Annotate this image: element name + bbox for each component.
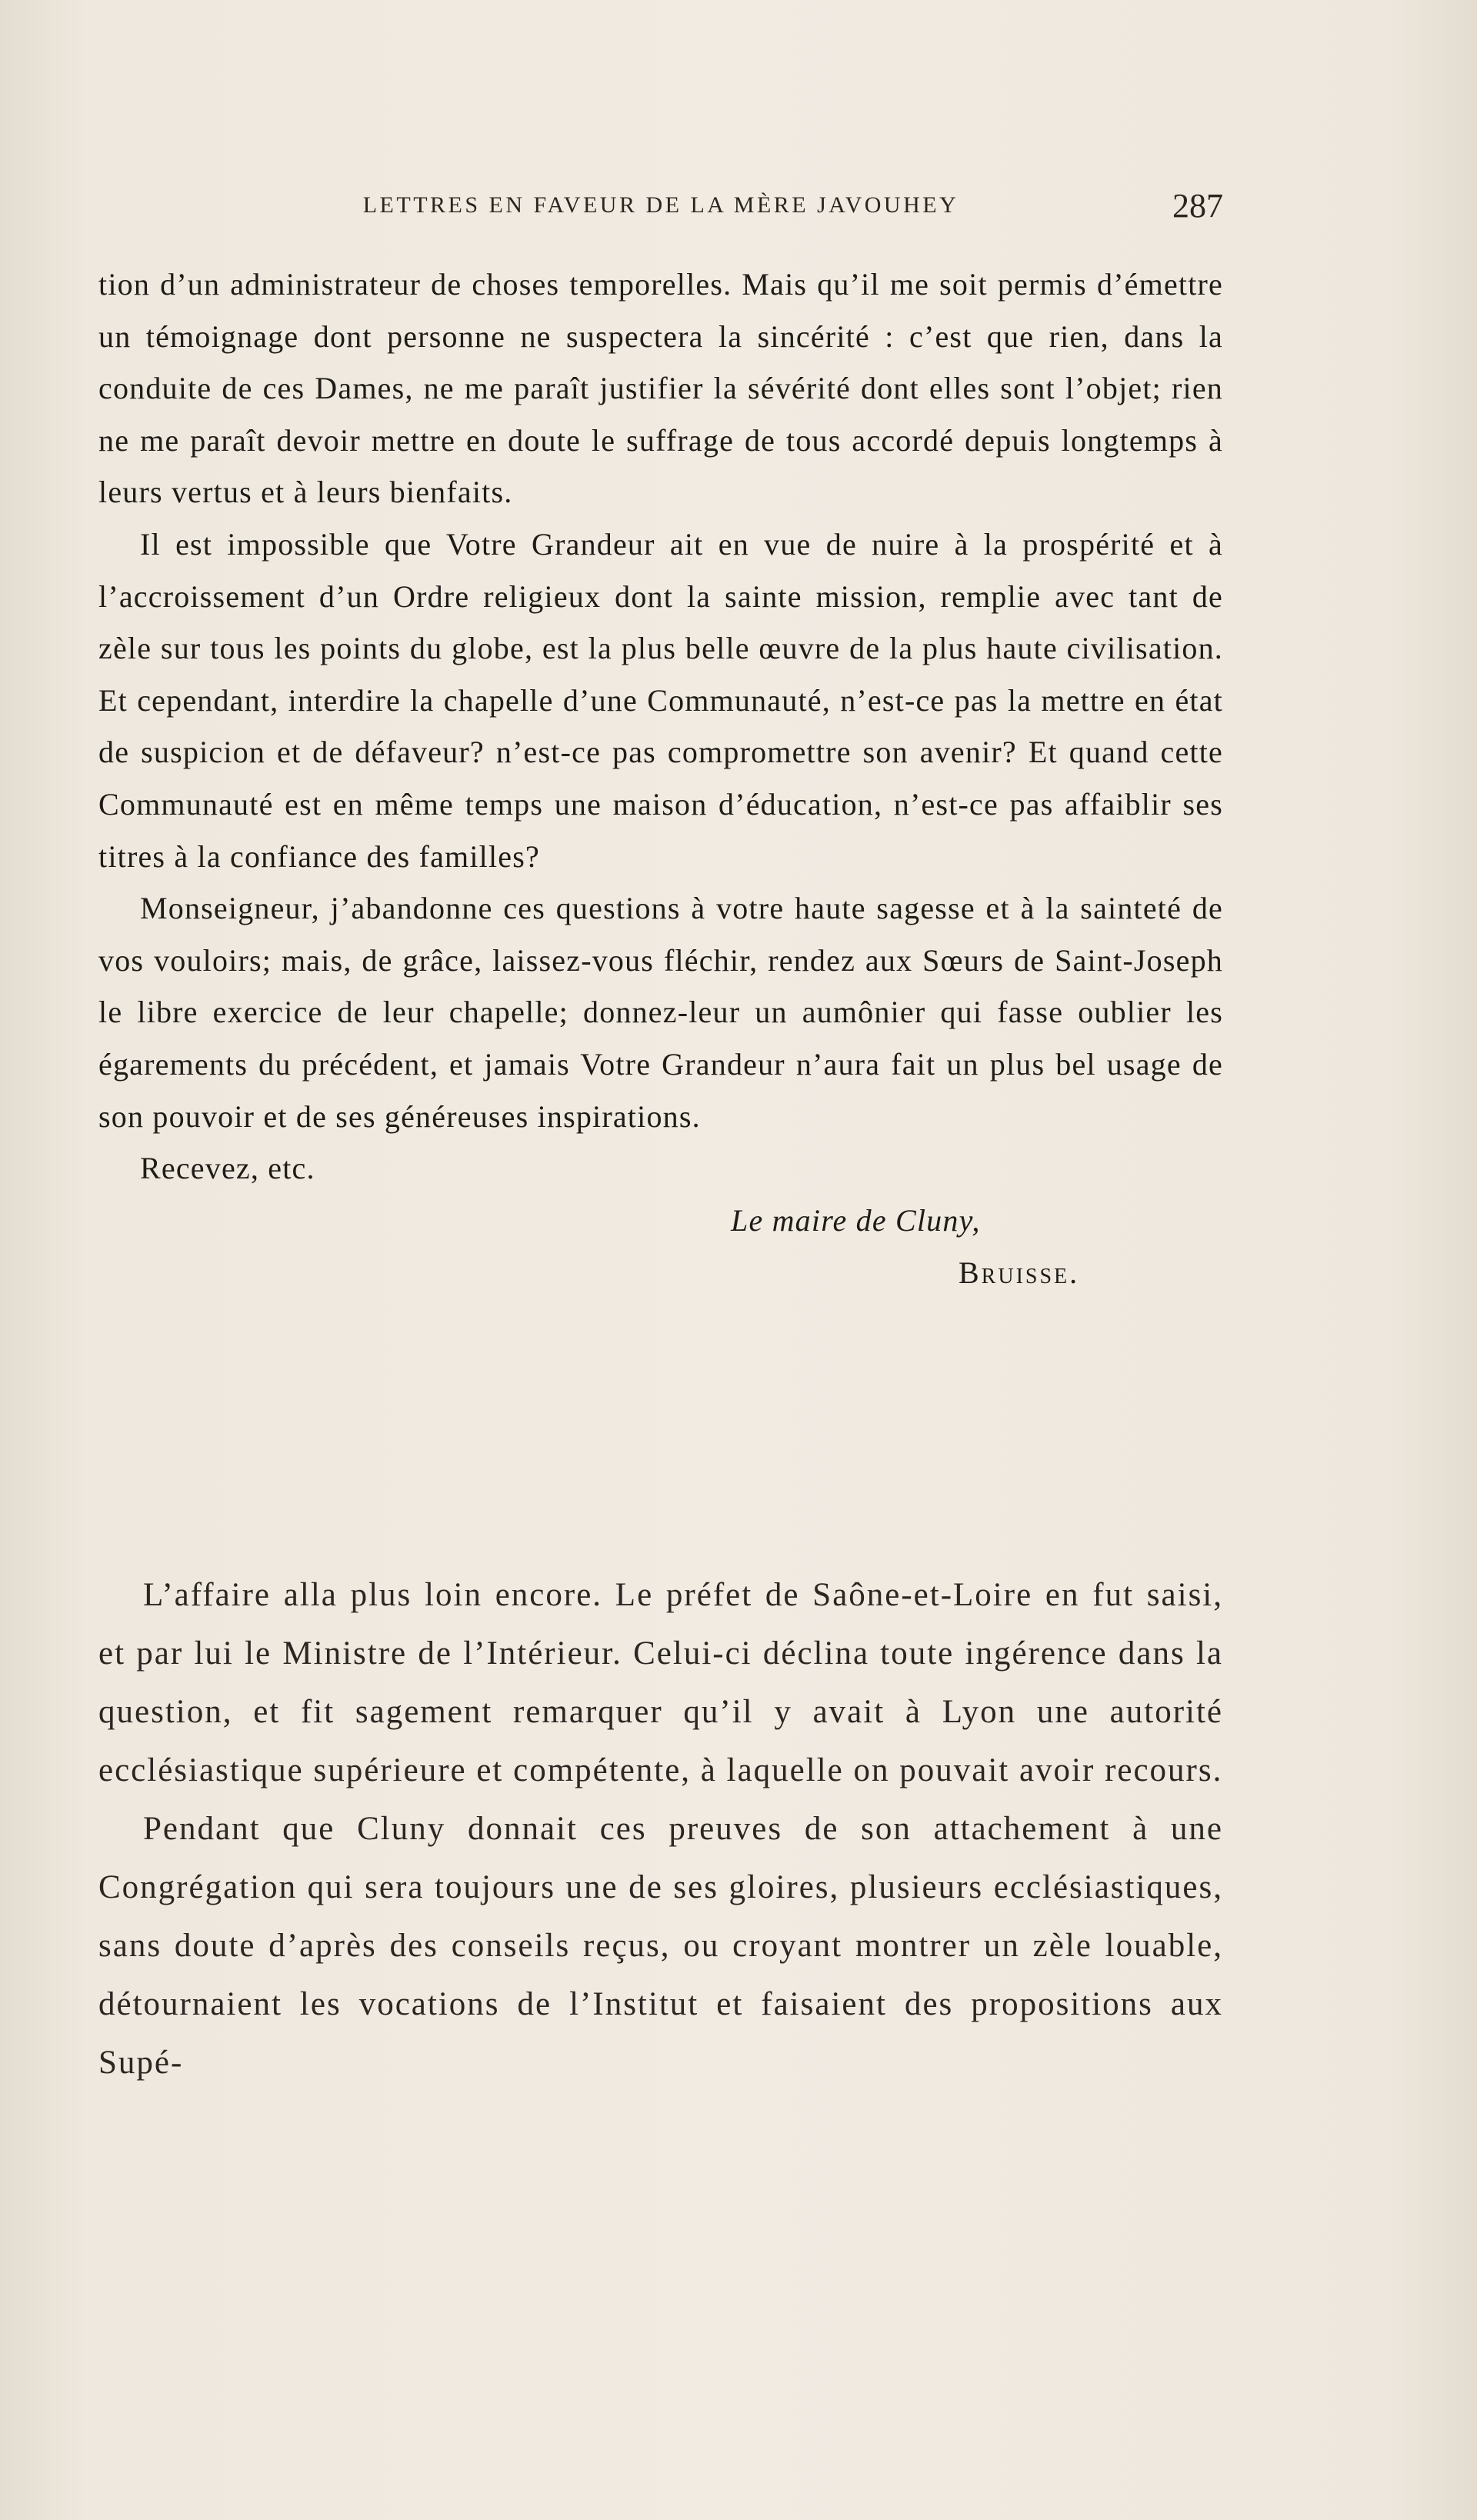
signature-title: Le maire de Cluny, bbox=[731, 1202, 981, 1238]
letter-closing: Recevez, etc. bbox=[140, 1151, 315, 1186]
narrative-paragraph: Pendant que Cluny donnait ces preuves de son attachement à une Congrégation qui sera toujours une de ses gloires, plusieurs ecclésiastiques, sans doute d’après des conseils reçus, ou croyant montrer un zèle louable, détournaient les vocations de l’Institut et faisaient des propositions aux Supé- bbox=[98, 1811, 1223, 2081]
letter-body bbox=[98, 258, 1223, 1298]
narrative-paragraph: L’affaire alla plus loin encore. Le préfet de Saône-et-Loire en fut saisi, et par lui le Ministre de l’Intérieur. Celui-ci déclina toute ingérence dans la question, et fit sagement remarquer qu’il y avait à Lyon une autorité ecclésiastique supérieure et compétente, à laquelle on pouvait avoir recours. bbox=[98, 1577, 1223, 1788]
signature-name: Bruisse. bbox=[959, 1255, 1080, 1290]
letter-paragraph: Monseigneur, j’abandonne ces questions à votre haute sagesse et à la sainteté de vos vouloirs; mais, de grâce, laissez-vous fléchir, rendez aux Sœurs de Saint-Joseph le libre exercice de leur chapelle; donnez-leur un aumônier qui fasse oublier les égarements du précédent, et jamais Votre Grandeur n’aura fait un plus bel usage de son pouvoir et de ses généreuses inspirations. bbox=[98, 891, 1223, 1134]
running-header bbox=[98, 186, 1223, 225]
running-title: LETTRES EN FAVEUR DE LA MÈRE JAVOUHEY bbox=[362, 192, 959, 218]
letter-paragraph: Il est impossible que Votre Grandeur ait en vue de nuire à la prospérité et à l’accroissement d’un Ordre religieux dont la sainte mission, remplie avec tant de zèle sur tous les points du globe, est la plus belle œuvre de la plus haute civilisation. Et cependant, interdire la chapelle d’une Communauté, n’est-ce pas la mettre en état de suspicion et de défaveur? n’est-ce pas compromettre son avenir? Et quand cette Communauté est en même temps une maison d’éducation, n’est-ce pas affaiblir ses titres à la confiance des familles? bbox=[98, 526, 1223, 874]
page-number: 287 bbox=[1172, 187, 1223, 225]
letter-signature bbox=[98, 1195, 1223, 1298]
narrative-body bbox=[98, 1566, 1223, 2092]
letter-paragraph: tion d’un administrateur de choses temporelles. Mais qu’il me soit permis d’émettre un témoignage dont personne ne suspectera la sincérité : c’est que rien, dans la conduite de ces Dames, ne me paraît justifier la sévérité dont elles sont l’objet; rien ne me paraît devoir mettre en doute le suffrage de tous accordé depuis longtemps à leurs vertus et à leurs bienfaits. bbox=[98, 267, 1223, 510]
